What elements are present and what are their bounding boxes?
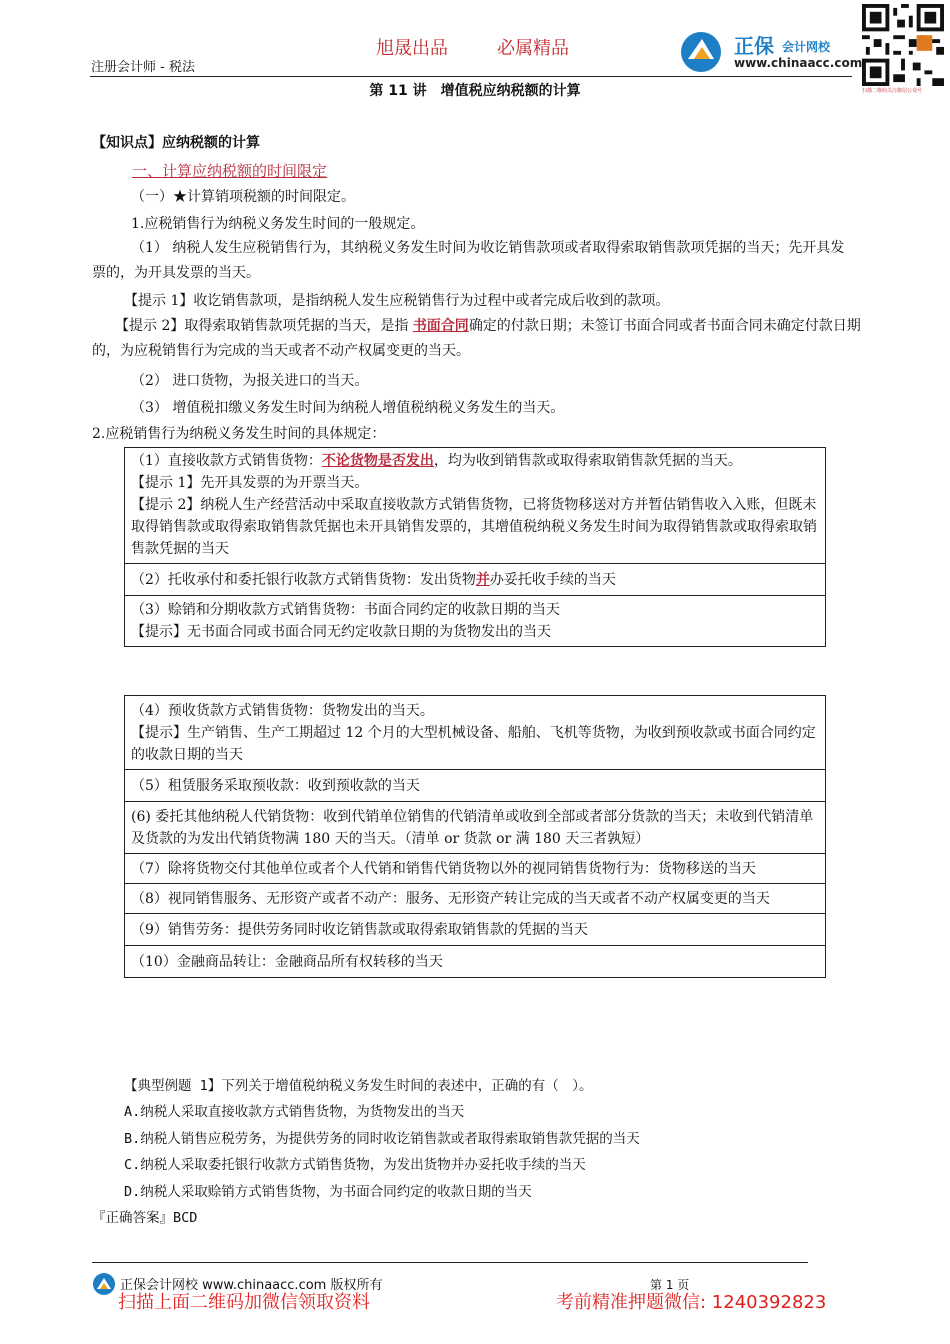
header-subject: 注册会计师 - 税法 [91,60,195,75]
table-row: (6) 委托其他纳税人代销货物：收到代销单位销售的代销清单或收到全部或者部分货款的当天；未收到代销清单及货款的为发出代销货物满 180 天的当天。（清单 or 货款 or 满 180 天三者孰短） [125,801,825,853]
tip: 【提示】无书面合同或书面合同无约定收款日期的为货物发出的当天 [131,624,551,640]
table-row: （7）除将货物交付其他单位或者个人代销和销售代销货物以外的视同销售货物行为：货物移送的当天 [125,853,825,883]
paragraph: （3） 增值税扣缴义务发生时间为纳税人增值税纳税义务发生的当天。 [131,400,565,416]
logo-name: 正保 [734,34,774,58]
lecture-title: 第 11 讲 增值税应纳税额的计算 [369,83,581,99]
tip: 【提示】生产销售、生产工期超过 12 个月的大型机械设备、船舶、飞机等货物，为收到预收款或书面合同约定的收款日期的当天 [131,725,816,763]
rules-table-2 [124,695,826,978]
footer-watermark-left: 扫描上面二维码加微信领取资料 [118,1292,370,1313]
footer-copyright: 正保会计网校 www.chinaacc.com 版权所有 [120,1278,383,1293]
paragraph: 1.应税销售行为纳税义务发生时间的一般规定。 [131,216,425,232]
table-row: （5）租赁服务采取预收款：收到预收款的当天 [125,769,825,801]
example-question: 【典型例题 1】下列关于增值税纳税义务发生时间的表述中，正确的有（ ）。 [124,1078,593,1094]
table-row: （8）视同销售服务、无形资产或者不动产：服务、无形资产转让完成的当天或者不动产权属变更的当天 [125,883,825,913]
table-row: （10）金融商品转让：金融商品所有权转移的当天 [125,945,825,977]
qr-caption: 扫描二维码关注微信公众号 [862,88,923,94]
tip: 【提示 1】先开具发票的为开票当天。 [131,475,369,491]
example-option-b: B.纳税人销售应税劳务，为提供劳务的同时收讫销售款或者取得索取销售款凭据的当天 [124,1131,640,1147]
emphasis-text: 书面合同 [412,318,469,334]
table-row: （1）直接收款方式销售货物：不论货物是否发出，均为收到销售款或取得索取销售款凭据的当天。 【提示 1】先开具发票的为开票当天。 【提示 2】纳税人生产经营活动中采取直接收款方式销售货物，已将货物移送对方并暂估销售收入入账，但既未取得销售款或取得索取销售款凭据也未开具销售发票的，其增值税纳税义务发生时间为取得销售款或取得索取销售款凭据的当天 [125,448,825,563]
paragraph: 2.应税销售行为纳税义务发生时间的具体规定： [92,426,386,442]
table-row: （2）托收承付和委托银行收款方式销售货物：发出货物并办妥托收手续的当天 [125,563,825,595]
section-subheading: 一、计算应纳税额的时间限定 [132,162,328,180]
logo-tag: 会计网校 [782,40,831,54]
section-heading: 【知识点】应纳税额的计算 [92,135,260,151]
table-row: （3）赊销和分期收款方式销售货物：书面合同约定的收款日期的当天 【提示】无书面合同或书面合同无约定收款日期的为货物发出的当天 [125,595,825,646]
emphasis-text: 不论货物是否发出 [321,453,434,469]
footer-page-number: 第 1 页 [650,1278,690,1292]
tip-paragraph: 【提示 2】取得索取销售款项凭据的当天，是指 书面合同确定的付款日期；未签订书面合同或者书面合同未确定付款日期的，为应税销售行为完成的当天或者不动产权属变更的当天。 [92,318,861,359]
tip: 【提示 2】纳税人生产经营活动中采取直接收款方式销售货物，已将货物移送对方并暂估销售收入入账，但既未取得销售款或取得索取销售款凭据也未开具销售发票的，其增值税纳税义务发生时间为取得销售款或取得索取销售款凭据的当天 [131,497,817,557]
emphasis-text: 并 [475,572,490,588]
logo-url: www.chinaacc.com [734,56,863,70]
table-row: （9）销售劳务：提供劳务同时收讫销售款或取得索取销售款的凭据的当天 [125,913,825,945]
footer-divider [92,1262,808,1263]
example-option-c: C.纳税人采取委托银行收款方式销售货物，为发出货物并办妥托收手续的当天 [124,1157,586,1173]
header-divider [90,76,852,77]
header-slogan-left: 旭晟出品 [376,38,448,59]
chinaacc-logo-icon [680,31,730,73]
rules-table-1 [124,447,826,647]
paragraph: （1） 纳税人发生应税销售行为，其纳税义务发生时间为收讫销售款项或者取得索取销售款项凭据的当天；先开具发票的，为开具发票的当天。 [92,240,845,281]
table-row: （4）预收货款方式销售货物：货物发出的当天。 【提示】生产销售、生产工期超过 12 个月的大型机械设备、船舶、飞机等货物，为收到预收款或书面合同约定的收款日期的当天 [125,696,825,769]
paragraph: （2） 进口货物，为报关进口的当天。 [131,373,369,389]
chinaacc-footer-logo-icon [92,1272,116,1296]
tip-paragraph: 【提示 1】收讫销售款项，是指纳税人发生应税销售行为过程中或者完成后收到的款项。 [124,293,670,309]
example-answer: 『正确答案』BCD [92,1210,198,1226]
footer-watermark-right: 考前精准押题微信: 1240392823 [556,1292,827,1313]
example-option-d: D.纳税人采取赊销方式销售货物，为书面合同约定的收款日期的当天 [124,1184,532,1200]
paragraph: （一）★计算销项税额的时间限定。 [131,189,355,205]
qr-code-icon [862,4,944,86]
header-slogan-right: 必属精品 [497,38,569,59]
example-option-a: A.纳税人采取直接收款方式销售货物，为货物发出的当天 [124,1104,465,1120]
